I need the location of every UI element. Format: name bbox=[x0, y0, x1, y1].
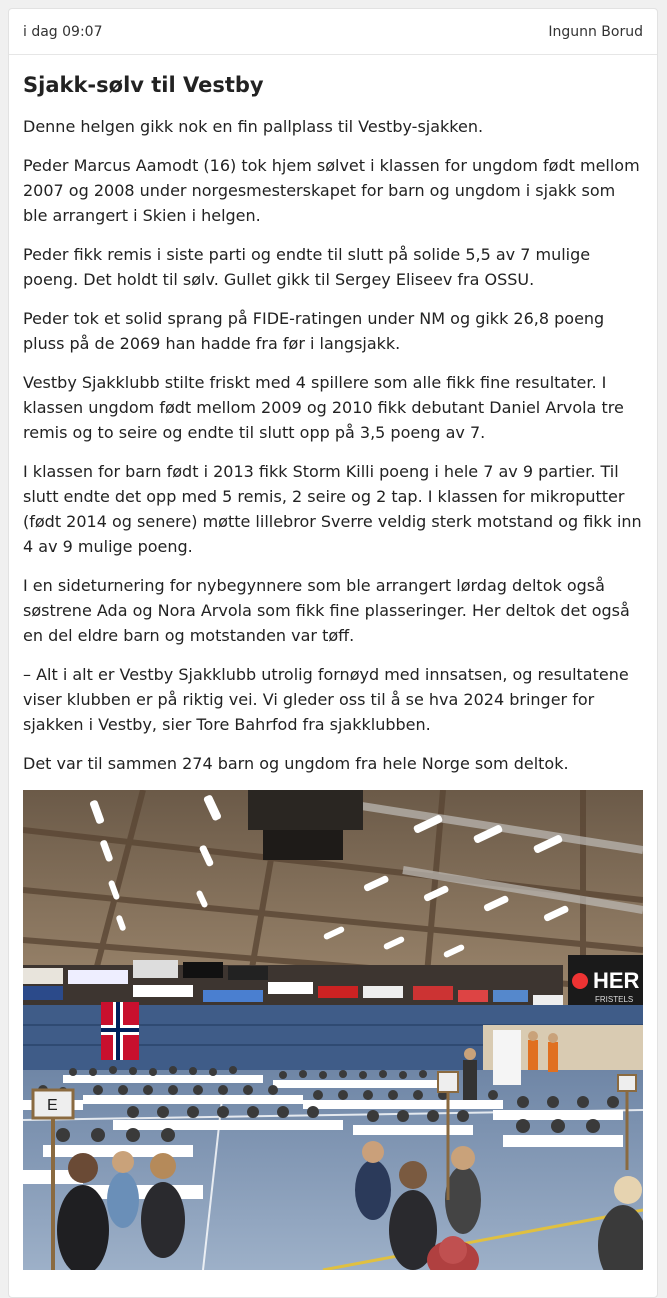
article-paragraph: I en sideturnering for nybegynnere som ble arrangert lørdag deltok også søstrene Ada og Nora Arvola som fikk fine plasseringer. Her deltok det også en del eldre barn og motstanden var tøff. bbox=[23, 576, 630, 646]
banner-subtext: FRISTELS bbox=[595, 995, 634, 1005]
article-paragraph: Vestby Sjakklubb stilte friskt med 4 spillere som alle fikk fine resultater. I klassen ungdom født mellom 2009 og 2010 fikk debutant Daniel Arvola tre remis og to seire og endte til slutt opp på 3,5 poeng av 7. bbox=[23, 373, 624, 443]
article-paragraph: – Alt i alt er Vestby Sjakklubb utrolig fornøyd med innsatsen, og resultatene viser klubben er på riktig vei. Vi gleder oss til å se hva 2024 bringer for sjakken i Vestby, sier Tore Bahrfod fra sjakklubben. bbox=[23, 665, 629, 735]
article-paragraph: Peder fikk remis i siste parti og endte til slutt på solide 5,5 av 7 mulige poeng. Det holdt til sølv. Gullet gikk til Sergey Eliseev fra OSSU. bbox=[23, 245, 591, 290]
article-author[interactable]: Ingunn Borud bbox=[548, 23, 643, 40]
article-paragraph: Peder tok et solid sprang på FIDE-ratingen under NM og gikk 26,8 poeng pluss på de 2069 han hadde fra før i langsjakk. bbox=[23, 309, 605, 354]
article-body bbox=[9, 55, 657, 1270]
article-paragraph: Denne helgen gikk nok en fin pallplass til Vestby-sjakken. bbox=[23, 117, 484, 137]
article-timestamp: i dag 09:07 bbox=[23, 23, 103, 40]
sign-letter: E bbox=[47, 1097, 58, 1115]
article-paragraph: I klassen for barn født i 2013 fikk Storm Killi poeng i hele 7 av 9 partier. Til slutt endte det opp med 5 remis, 2 seire og 2 tap. I klassen for mikroputter (født 2014 og senere) møtte lillebror Sverre veldig sterk motstand og fikk inn 4 av 9 mulige poeng. bbox=[23, 462, 642, 557]
article-card bbox=[8, 8, 658, 1298]
article-photo[interactable] bbox=[23, 790, 643, 1270]
article-paragraph: Peder Marcus Aamodt (16) tok hjem sølvet i klassen for ungdom født mellom 2007 og 2008 under norgesmesterskapet for barn og ungdom i sjakk som ble arrangert i Skien i helgen. bbox=[23, 156, 640, 226]
article-paragraph: Det var til sammen 274 barn og ungdom fra hele Norge som deltok. bbox=[23, 754, 569, 774]
norwegian-flag bbox=[101, 1002, 139, 1060]
article-meta bbox=[9, 9, 657, 55]
banner-text: HER bbox=[593, 968, 640, 994]
article-title: Sjakk-sølv til Vestby bbox=[23, 73, 264, 97]
sports-hall-chess-photo bbox=[23, 790, 643, 1270]
